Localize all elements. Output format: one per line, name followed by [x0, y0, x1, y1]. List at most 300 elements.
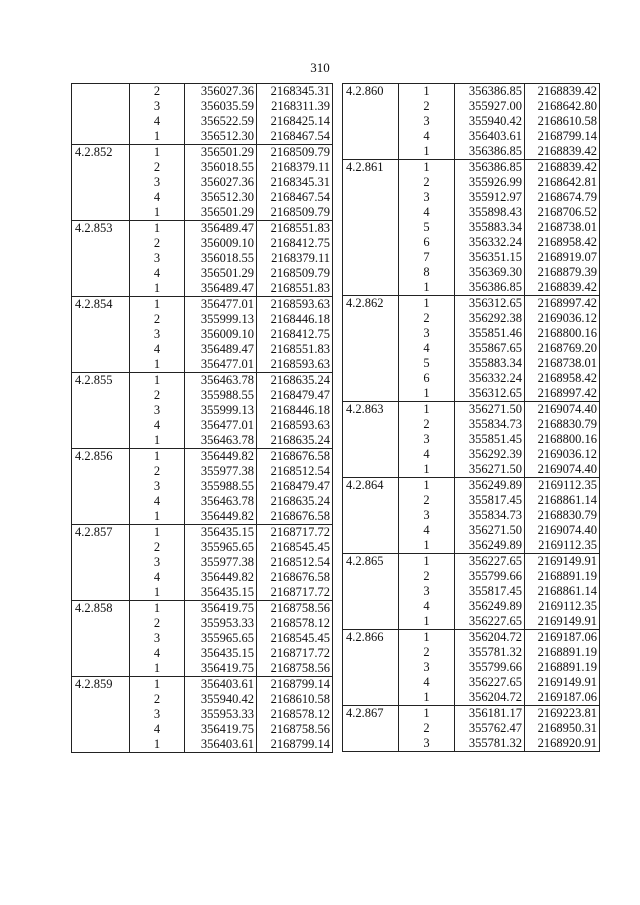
- x-coordinate-cell: 356463.78: [185, 494, 257, 509]
- parcel-id-cell: [343, 190, 399, 205]
- x-coordinate-cell: 356292.38: [455, 311, 525, 326]
- y-coordinate-cell: 2168676.58: [257, 509, 333, 525]
- coordinate-row: [72, 570, 333, 585]
- parcel-id-cell: [72, 737, 130, 753]
- coordinate-row: [343, 144, 600, 160]
- x-coordinate-cell: 356227.65: [455, 614, 525, 630]
- coordinate-row: [72, 236, 333, 251]
- coordinate-row: [72, 190, 333, 205]
- coordinate-row: [343, 371, 600, 386]
- coordinate-row: [72, 266, 333, 281]
- x-coordinate-cell: 356501.29: [185, 266, 257, 281]
- y-coordinate-cell: 2169187.06: [525, 690, 600, 706]
- y-coordinate-cell: 2168610.58: [525, 114, 600, 129]
- x-coordinate-cell: 355988.55: [185, 479, 257, 494]
- y-coordinate-cell: 2168425.14: [257, 114, 333, 129]
- y-coordinate-cell: 2168769.20: [525, 341, 600, 356]
- parcel-id-cell: [72, 327, 130, 342]
- coordinate-row: [72, 707, 333, 722]
- y-coordinate-cell: 2168830.79: [525, 508, 600, 523]
- point-number-cell: 3: [399, 190, 455, 205]
- point-number-cell: 4: [130, 418, 185, 433]
- y-coordinate-cell: 2169036.12: [525, 311, 600, 326]
- x-coordinate-cell: 355953.33: [185, 616, 257, 631]
- parcel-id-cell: 4.2.855: [72, 373, 130, 389]
- point-number-cell: 1: [399, 478, 455, 494]
- x-coordinate-cell: 355926.99: [455, 175, 525, 190]
- coordinate-row: [72, 160, 333, 175]
- point-number-cell: 2: [399, 99, 455, 114]
- parcel-id-cell: [72, 555, 130, 570]
- point-number-cell: 1: [130, 449, 185, 465]
- y-coordinate-cell: 2168758.56: [257, 661, 333, 677]
- coordinate-row: [72, 677, 333, 693]
- y-coordinate-cell: 2168997.42: [525, 296, 600, 312]
- parcel-id-cell: [72, 312, 130, 327]
- x-coordinate-cell: 355977.38: [185, 555, 257, 570]
- parcel-id-cell: [343, 371, 399, 386]
- x-coordinate-cell: 355883.34: [455, 220, 525, 235]
- point-number-cell: 2: [130, 160, 185, 175]
- y-coordinate-cell: 2168479.47: [257, 388, 333, 403]
- parcel-id-cell: 4.2.863: [343, 402, 399, 418]
- point-number-cell: 5: [399, 356, 455, 371]
- point-number-cell: 2: [130, 616, 185, 631]
- coordinate-row: [72, 631, 333, 646]
- parcel-id-cell: [343, 462, 399, 478]
- coordinate-row: [72, 205, 333, 221]
- x-coordinate-cell: 356009.10: [185, 236, 257, 251]
- coordinate-row: [72, 99, 333, 114]
- x-coordinate-cell: 356271.50: [455, 402, 525, 418]
- coordinate-row: [343, 493, 600, 508]
- point-number-cell: 3: [130, 555, 185, 570]
- parcel-id-cell: [343, 341, 399, 356]
- point-number-cell: 1: [130, 737, 185, 753]
- parcel-id-cell: [343, 311, 399, 326]
- parcel-id-cell: [72, 236, 130, 251]
- y-coordinate-cell: 2169149.91: [525, 554, 600, 570]
- parcel-id-cell: [343, 417, 399, 432]
- x-coordinate-cell: 355999.13: [185, 403, 257, 418]
- x-coordinate-cell: 355817.45: [455, 493, 525, 508]
- parcel-id-cell: 4.2.856: [72, 449, 130, 465]
- y-coordinate-cell: 2169036.12: [525, 447, 600, 462]
- parcel-id-cell: 4.2.857: [72, 525, 130, 541]
- parcel-id-cell: [343, 538, 399, 554]
- parcel-id-cell: [72, 464, 130, 479]
- y-coordinate-cell: 2168879.39: [525, 265, 600, 280]
- point-number-cell: 1: [399, 386, 455, 402]
- parcel-id-cell: [72, 509, 130, 525]
- y-coordinate-cell: 2168545.45: [257, 631, 333, 646]
- coordinate-row: [72, 585, 333, 601]
- parcel-id-cell: [343, 175, 399, 190]
- y-coordinate-cell: 2168891.19: [525, 569, 600, 584]
- y-coordinate-cell: 2168676.58: [257, 449, 333, 465]
- x-coordinate-cell: 355817.45: [455, 584, 525, 599]
- x-coordinate-cell: 356249.89: [455, 538, 525, 554]
- coordinate-row: [72, 418, 333, 433]
- coordinate-row: [343, 523, 600, 538]
- x-coordinate-cell: 356271.50: [455, 462, 525, 478]
- x-coordinate-cell: 356403.61: [185, 737, 257, 753]
- parcel-id-cell: [343, 614, 399, 630]
- parcel-id-cell: [72, 646, 130, 661]
- coordinate-row: [343, 205, 600, 220]
- x-coordinate-cell: 356477.01: [185, 357, 257, 373]
- y-coordinate-cell: 2168861.14: [525, 493, 600, 508]
- parcel-id-cell: 4.2.860: [343, 84, 399, 100]
- coordinate-row: [72, 297, 333, 313]
- coordinate-row: [72, 433, 333, 449]
- point-number-cell: 3: [399, 114, 455, 129]
- point-number-cell: 4: [399, 675, 455, 690]
- x-coordinate-cell: 356512.30: [185, 129, 257, 145]
- x-coordinate-cell: 356312.65: [455, 386, 525, 402]
- parcel-id-cell: 4.2.861: [343, 160, 399, 176]
- point-number-cell: 2: [130, 84, 185, 100]
- parcel-id-cell: [343, 205, 399, 220]
- x-coordinate-cell: 356018.55: [185, 251, 257, 266]
- x-coordinate-cell: 356477.01: [185, 297, 257, 313]
- parcel-id-cell: [72, 129, 130, 145]
- coordinate-row: [343, 250, 600, 265]
- point-number-cell: 1: [130, 677, 185, 693]
- y-coordinate-cell: 2168551.83: [257, 281, 333, 297]
- y-coordinate-cell: 2169112.35: [525, 538, 600, 554]
- point-number-cell: 1: [130, 357, 185, 373]
- coordinate-row: [343, 462, 600, 478]
- coordinate-row: [72, 175, 333, 190]
- coordinate-row: [72, 145, 333, 161]
- x-coordinate-cell: 356512.30: [185, 190, 257, 205]
- parcel-id-cell: [343, 326, 399, 341]
- point-number-cell: 3: [399, 584, 455, 599]
- point-number-cell: 4: [399, 129, 455, 144]
- parcel-id-cell: [343, 250, 399, 265]
- x-coordinate-cell: 356463.78: [185, 433, 257, 449]
- point-number-cell: 3: [130, 99, 185, 114]
- parcel-id-cell: [72, 479, 130, 494]
- point-number-cell: 3: [130, 479, 185, 494]
- x-coordinate-cell: 355965.65: [185, 540, 257, 555]
- y-coordinate-cell: 2168738.01: [525, 220, 600, 235]
- y-coordinate-cell: 2168799.14: [525, 129, 600, 144]
- x-coordinate-cell: 356403.61: [455, 129, 525, 144]
- y-coordinate-cell: 2169112.35: [525, 599, 600, 614]
- y-coordinate-cell: 2168412.75: [257, 327, 333, 342]
- point-number-cell: 2: [399, 645, 455, 660]
- x-coordinate-cell: 356204.72: [455, 690, 525, 706]
- y-coordinate-cell: 2168509.79: [257, 205, 333, 221]
- coordinate-row: [343, 614, 600, 630]
- point-number-cell: 1: [130, 525, 185, 541]
- parcel-id-cell: [343, 523, 399, 538]
- x-coordinate-cell: 356489.47: [185, 281, 257, 297]
- coordinate-row: [343, 630, 600, 646]
- point-number-cell: 2: [130, 540, 185, 555]
- x-coordinate-cell: 356204.72: [455, 630, 525, 646]
- coordinates-table-left: [71, 83, 333, 753]
- y-coordinate-cell: 2168891.19: [525, 645, 600, 660]
- x-coordinate-cell: 356227.65: [455, 675, 525, 690]
- x-coordinate-cell: 355999.13: [185, 312, 257, 327]
- point-number-cell: 8: [399, 265, 455, 280]
- x-coordinate-cell: 356449.82: [185, 509, 257, 525]
- point-number-cell: 2: [130, 312, 185, 327]
- x-coordinate-cell: 356419.75: [185, 661, 257, 677]
- point-number-cell: 1: [399, 402, 455, 418]
- coordinate-row: [343, 114, 600, 129]
- coordinate-row: [72, 646, 333, 661]
- x-coordinate-cell: 356312.65: [455, 296, 525, 312]
- coordinate-row: [72, 555, 333, 570]
- y-coordinate-cell: 2168799.14: [257, 737, 333, 753]
- x-coordinate-cell: 356332.24: [455, 371, 525, 386]
- y-coordinate-cell: 2168635.24: [257, 494, 333, 509]
- point-number-cell: 3: [130, 327, 185, 342]
- y-coordinate-cell: 2168997.42: [525, 386, 600, 402]
- parcel-id-cell: 4.2.858: [72, 601, 130, 617]
- x-coordinate-cell: 356501.29: [185, 205, 257, 221]
- y-coordinate-cell: 2168509.79: [257, 266, 333, 281]
- parcel-id-cell: [343, 235, 399, 250]
- x-coordinate-cell: 355927.00: [455, 99, 525, 114]
- x-coordinate-cell: 356477.01: [185, 418, 257, 433]
- y-coordinate-cell: 2169112.35: [525, 478, 600, 494]
- parcel-id-cell: [72, 585, 130, 601]
- x-coordinate-cell: 356449.82: [185, 570, 257, 585]
- x-coordinate-cell: 356386.85: [455, 280, 525, 296]
- coordinate-row: [343, 660, 600, 675]
- parcel-id-cell: [343, 690, 399, 706]
- y-coordinate-cell: 2168610.58: [257, 692, 333, 707]
- point-number-cell: 3: [130, 175, 185, 190]
- coordinate-row: [72, 540, 333, 555]
- x-coordinate-cell: 355834.73: [455, 508, 525, 523]
- y-coordinate-cell: 2168578.12: [257, 707, 333, 722]
- y-coordinate-cell: 2168446.18: [257, 312, 333, 327]
- point-number-cell: 4: [130, 114, 185, 129]
- y-coordinate-cell: 2168379.11: [257, 251, 333, 266]
- y-coordinate-cell: 2168642.80: [525, 99, 600, 114]
- x-coordinate-cell: 356181.17: [455, 706, 525, 722]
- point-number-cell: 1: [399, 280, 455, 296]
- point-number-cell: 2: [399, 493, 455, 508]
- point-number-cell: 1: [130, 509, 185, 525]
- point-number-cell: 3: [130, 707, 185, 722]
- point-number-cell: 2: [130, 464, 185, 479]
- parcel-id-cell: 4.2.854: [72, 297, 130, 313]
- y-coordinate-cell: 2168578.12: [257, 616, 333, 631]
- coordinate-row: [72, 388, 333, 403]
- y-coordinate-cell: 2168467.54: [257, 129, 333, 145]
- point-number-cell: 1: [130, 205, 185, 221]
- coordinate-row: [343, 554, 600, 570]
- parcel-id-cell: [72, 160, 130, 175]
- parcel-id-cell: [343, 220, 399, 235]
- parcel-id-cell: [72, 692, 130, 707]
- coordinate-row: [72, 464, 333, 479]
- y-coordinate-cell: 2169187.06: [525, 630, 600, 646]
- x-coordinate-cell: 356463.78: [185, 373, 257, 389]
- coordinate-row: [343, 569, 600, 584]
- y-coordinate-cell: 2169149.91: [525, 614, 600, 630]
- point-number-cell: 7: [399, 250, 455, 265]
- parcel-id-cell: [72, 388, 130, 403]
- parcel-id-cell: [343, 356, 399, 371]
- coordinate-row: [72, 692, 333, 707]
- parcel-id-cell: 4.2.852: [72, 145, 130, 161]
- y-coordinate-cell: 2168950.31: [525, 721, 600, 736]
- coordinate-row: [72, 342, 333, 357]
- coordinate-row: [72, 221, 333, 237]
- point-number-cell: 1: [399, 706, 455, 722]
- y-coordinate-cell: 2168920.91: [525, 736, 600, 752]
- point-number-cell: 2: [130, 692, 185, 707]
- x-coordinate-cell: 356035.59: [185, 99, 257, 114]
- point-number-cell: 3: [399, 432, 455, 447]
- y-coordinate-cell: 2168593.63: [257, 357, 333, 373]
- x-coordinate-cell: 355851.45: [455, 432, 525, 447]
- parcel-id-cell: 4.2.865: [343, 554, 399, 570]
- coordinate-row: [72, 312, 333, 327]
- parcel-id-cell: [343, 599, 399, 614]
- parcel-id-cell: [72, 707, 130, 722]
- parcel-id-cell: [343, 493, 399, 508]
- point-number-cell: 4: [130, 190, 185, 205]
- point-number-cell: 1: [130, 221, 185, 237]
- parcel-id-cell: [343, 386, 399, 402]
- parcel-id-cell: [343, 114, 399, 129]
- parcel-id-cell: [72, 190, 130, 205]
- point-number-cell: 2: [399, 417, 455, 432]
- point-number-cell: 3: [399, 508, 455, 523]
- parcel-id-cell: 4.2.866: [343, 630, 399, 646]
- x-coordinate-cell: 356419.75: [185, 601, 257, 617]
- x-coordinate-cell: 356449.82: [185, 449, 257, 465]
- parcel-id-cell: [343, 736, 399, 752]
- x-coordinate-cell: 355781.32: [455, 645, 525, 660]
- y-coordinate-cell: 2168446.18: [257, 403, 333, 418]
- coordinate-row: [343, 447, 600, 462]
- coordinate-row: [343, 99, 600, 114]
- point-number-cell: 6: [399, 371, 455, 386]
- y-coordinate-cell: 2169223.81: [525, 706, 600, 722]
- x-coordinate-cell: 355977.38: [185, 464, 257, 479]
- y-coordinate-cell: 2168891.19: [525, 660, 600, 675]
- coordinate-row: [343, 584, 600, 599]
- parcel-id-cell: [72, 114, 130, 129]
- point-number-cell: 2: [399, 175, 455, 190]
- point-number-cell: 2: [399, 569, 455, 584]
- y-coordinate-cell: 2169074.40: [525, 523, 600, 538]
- point-number-cell: 4: [130, 494, 185, 509]
- x-coordinate-cell: 356369.30: [455, 265, 525, 280]
- parcel-id-cell: [72, 99, 130, 114]
- parcel-id-cell: [72, 570, 130, 585]
- point-number-cell: 4: [130, 342, 185, 357]
- y-coordinate-cell: 2168839.42: [525, 160, 600, 176]
- coordinate-row: [343, 341, 600, 356]
- point-number-cell: 6: [399, 235, 455, 250]
- x-coordinate-cell: 356292.39: [455, 447, 525, 462]
- point-number-cell: 3: [399, 326, 455, 341]
- y-coordinate-cell: 2168758.56: [257, 722, 333, 737]
- point-number-cell: 3: [130, 631, 185, 646]
- point-number-cell: 1: [399, 614, 455, 630]
- y-coordinate-cell: 2169074.40: [525, 402, 600, 418]
- parcel-id-cell: 4.2.864: [343, 478, 399, 494]
- coordinate-row: [72, 616, 333, 631]
- coordinate-row: [72, 251, 333, 266]
- parcel-id-cell: [343, 584, 399, 599]
- x-coordinate-cell: 355953.33: [185, 707, 257, 722]
- y-coordinate-cell: 2168479.47: [257, 479, 333, 494]
- coordinate-row: [343, 175, 600, 190]
- x-coordinate-cell: 355799.66: [455, 660, 525, 675]
- x-coordinate-cell: 355834.73: [455, 417, 525, 432]
- coordinates-table-right: [342, 83, 600, 752]
- parcel-id-cell: [343, 265, 399, 280]
- parcel-id-cell: [72, 266, 130, 281]
- y-coordinate-cell: 2168830.79: [525, 417, 600, 432]
- point-number-cell: 4: [130, 570, 185, 585]
- y-coordinate-cell: 2168919.07: [525, 250, 600, 265]
- y-coordinate-cell: 2168593.63: [257, 418, 333, 433]
- y-coordinate-cell: 2168839.42: [525, 84, 600, 100]
- y-coordinate-cell: 2168509.79: [257, 145, 333, 161]
- parcel-id-cell: [72, 494, 130, 509]
- coordinate-row: [72, 129, 333, 145]
- point-number-cell: 1: [130, 373, 185, 389]
- x-coordinate-cell: 356435.15: [185, 525, 257, 541]
- x-coordinate-cell: 355762.47: [455, 721, 525, 736]
- point-number-cell: 3: [130, 251, 185, 266]
- x-coordinate-cell: 355912.97: [455, 190, 525, 205]
- parcel-id-cell: [343, 129, 399, 144]
- coordinate-row: [72, 84, 333, 100]
- parcel-id-cell: 4.2.867: [343, 706, 399, 722]
- point-number-cell: 1: [399, 296, 455, 312]
- coordinate-row: [343, 706, 600, 722]
- y-coordinate-cell: 2168412.75: [257, 236, 333, 251]
- coordinate-row: [343, 508, 600, 523]
- parcel-id-cell: [72, 631, 130, 646]
- point-number-cell: 4: [130, 646, 185, 661]
- x-coordinate-cell: 356018.55: [185, 160, 257, 175]
- parcel-id-cell: [72, 661, 130, 677]
- point-number-cell: 1: [399, 84, 455, 100]
- coordinate-row: [343, 386, 600, 402]
- parcel-id-cell: [72, 251, 130, 266]
- y-coordinate-cell: 2169074.40: [525, 462, 600, 478]
- parcel-id-cell: 4.2.862: [343, 296, 399, 312]
- coordinate-row: [343, 326, 600, 341]
- parcel-id-cell: 4.2.853: [72, 221, 130, 237]
- y-coordinate-cell: 2168345.31: [257, 175, 333, 190]
- x-coordinate-cell: 356227.65: [455, 554, 525, 570]
- coordinate-row: [343, 311, 600, 326]
- point-number-cell: 1: [130, 585, 185, 601]
- y-coordinate-cell: 2168551.83: [257, 221, 333, 237]
- x-coordinate-cell: 356435.15: [185, 585, 257, 601]
- coordinate-row: [72, 357, 333, 373]
- coordinate-row: [343, 538, 600, 554]
- x-coordinate-cell: 356435.15: [185, 646, 257, 661]
- point-number-cell: 1: [130, 281, 185, 297]
